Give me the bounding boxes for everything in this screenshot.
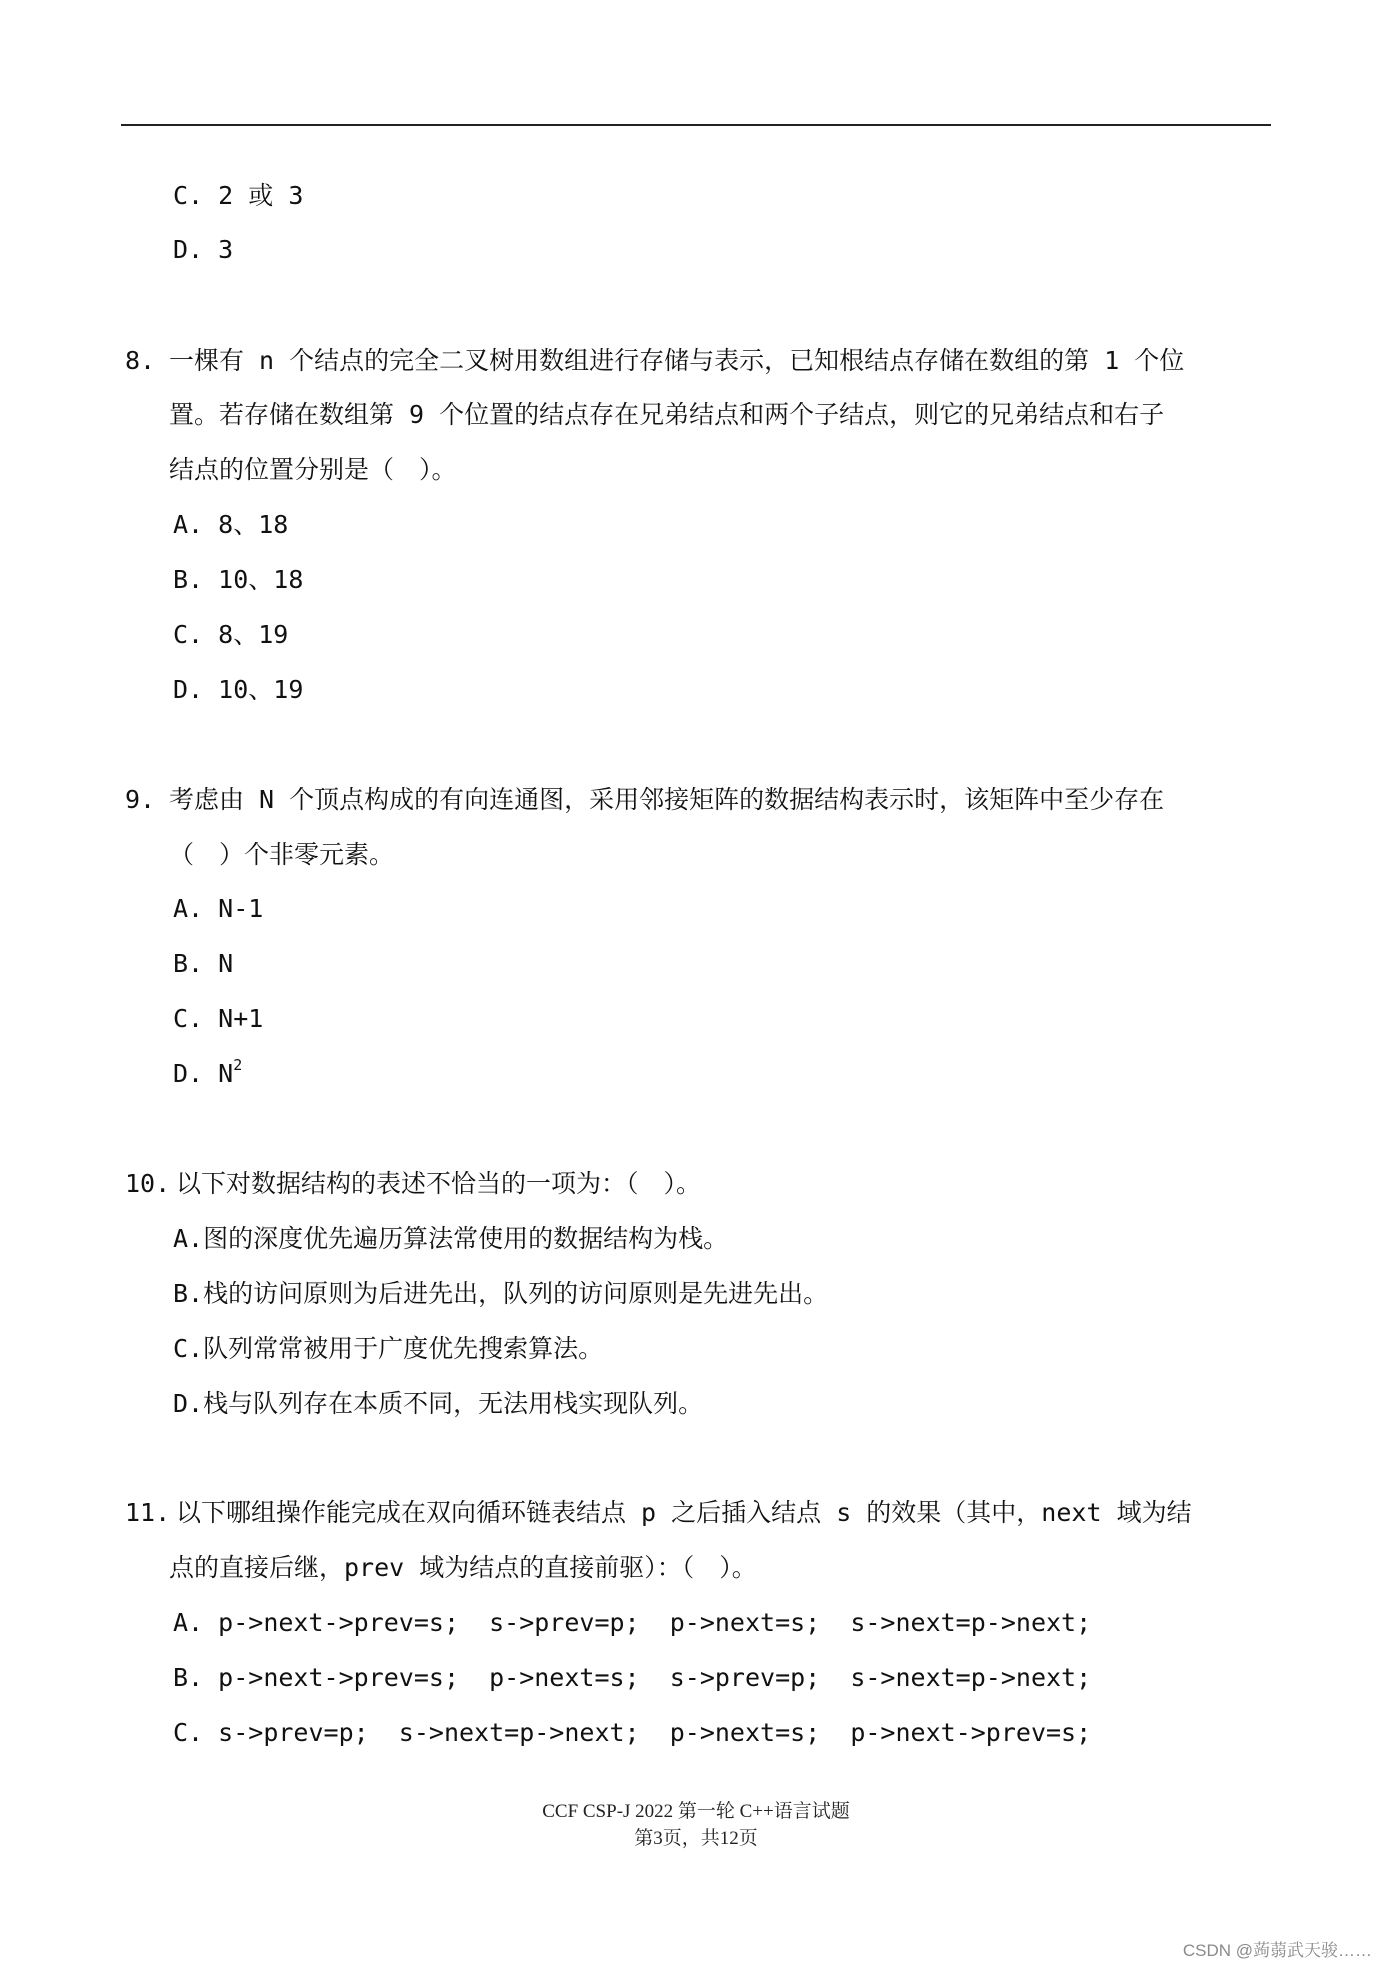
- question-8-number: 8.: [125, 346, 156, 375]
- option-letter: C.: [173, 620, 204, 649]
- question-9-number: 9.: [125, 785, 156, 814]
- option-text: 8、18: [218, 510, 289, 539]
- question-11-option-c: [173, 1716, 1091, 1750]
- option-text: 10、19: [218, 675, 304, 704]
- option-d: [173, 233, 233, 267]
- option-letter: B.: [173, 1663, 204, 1692]
- question-11-text-line: 点的直接后继，prev 域为结点的直接前驱）：（ ）。: [169, 1553, 757, 1582]
- question-10-number: 10.: [125, 1169, 171, 1198]
- option-text: s->prev=p; s->next=p->next; p->next=s; p->next->prev=s;: [218, 1718, 1092, 1747]
- option-letter: B.: [173, 565, 204, 594]
- header-rule: [121, 124, 1271, 126]
- question-8-option-a: [173, 508, 288, 542]
- option-letter: A.: [173, 1224, 204, 1253]
- option-text: 3: [218, 235, 234, 264]
- question-10-option-c: [173, 1332, 603, 1366]
- option-text: 8、19: [218, 620, 289, 649]
- option-text: 栈与队列存在本质不同，无法用栈实现队列。: [203, 1389, 704, 1418]
- footer-exam-title: CCF CSP-J 2022 第一轮 C++语言试题: [542, 1801, 850, 1822]
- question-9-text-line: 考虑由 N 个顶点构成的有向连通图，采用邻接矩阵的数据结构表示时，该矩阵中至少存在: [169, 785, 1165, 814]
- option-letter: D.: [173, 675, 204, 704]
- question-10-option-d: [173, 1387, 703, 1421]
- question-11-number: 11.: [125, 1498, 171, 1527]
- question-9-option-d: [173, 1057, 242, 1091]
- option-text: N: [218, 949, 234, 978]
- option-text: N+1: [218, 1004, 264, 1033]
- option-letter: D.: [173, 1389, 204, 1418]
- question-8-option-d: [173, 673, 303, 707]
- option-text: 栈的访问原则为后进先出，队列的访问原则是先进先出。: [203, 1279, 829, 1308]
- option-letter: A.: [173, 894, 204, 923]
- option-letter: B.: [173, 949, 204, 978]
- option-letter: C.: [173, 1718, 204, 1747]
- question-9-option-a: [173, 892, 263, 926]
- superscript: 2: [233, 1055, 243, 1074]
- question-11-option-b: [173, 1661, 1091, 1695]
- option-text: N-1: [218, 894, 264, 923]
- question-11-text-line: 以下哪组操作能完成在双向循环链表结点 p 之后插入结点 s 的效果（其中，next 域为结: [176, 1498, 1192, 1527]
- option-letter: C.: [173, 1334, 204, 1363]
- option-text: 10、18: [218, 565, 304, 594]
- question-9-option-b: [173, 947, 233, 981]
- question-8-text-line: 一棵有 n 个结点的完全二叉树用数组进行存储与表示，已知根结点存储在数组的第 1 个位: [169, 346, 1185, 375]
- question-10-option-a: [173, 1222, 728, 1256]
- option-letter: B.: [173, 1279, 204, 1308]
- question-9-text-line: （ ）个非零元素。: [169, 840, 395, 869]
- question-10-text-line: 以下对数据结构的表述不恰当的一项为：（ ）。: [176, 1169, 702, 1198]
- option-letter: A.: [173, 1608, 204, 1637]
- option-letter: A.: [173, 510, 204, 539]
- question-10-option-b: [173, 1277, 828, 1311]
- option-text: p->next->prev=s; s->prev=p; p->next=s; s->next=p->next;: [218, 1608, 1092, 1637]
- option-text: N: [218, 1059, 234, 1088]
- csdn-watermark: CSDN @蒟蒻武天骏……: [1182, 1941, 1372, 1960]
- footer-page-info: 第3页，共12页: [634, 1828, 758, 1849]
- question-8-text-line: 置。若存储在数组第 9 个位置的结点存在兄弟结点和两个子结点，则它的兄弟结点和右子: [169, 400, 1165, 429]
- option-text: 队列常常被用于广度优先搜索算法。: [203, 1334, 604, 1363]
- option-letter: D.: [173, 235, 204, 264]
- option-text: 图的深度优先遍历算法常使用的数据结构为栈。: [203, 1224, 729, 1253]
- question-8-text-line: 结点的位置分别是（ ）。: [169, 455, 457, 484]
- option-letter: C.: [173, 1004, 204, 1033]
- option-letter: D.: [173, 1059, 204, 1088]
- option-c: [173, 179, 303, 213]
- option-letter: C.: [173, 181, 204, 210]
- option-text: 2 或 3: [218, 181, 304, 210]
- option-text: p->next->prev=s; p->next=s; s->prev=p; s->next=p->next;: [218, 1663, 1092, 1692]
- question-11-option-a: [173, 1606, 1091, 1640]
- question-8-option-b: [173, 563, 303, 597]
- question-9-option-c: [173, 1002, 263, 1036]
- question-8-option-c: [173, 618, 288, 652]
